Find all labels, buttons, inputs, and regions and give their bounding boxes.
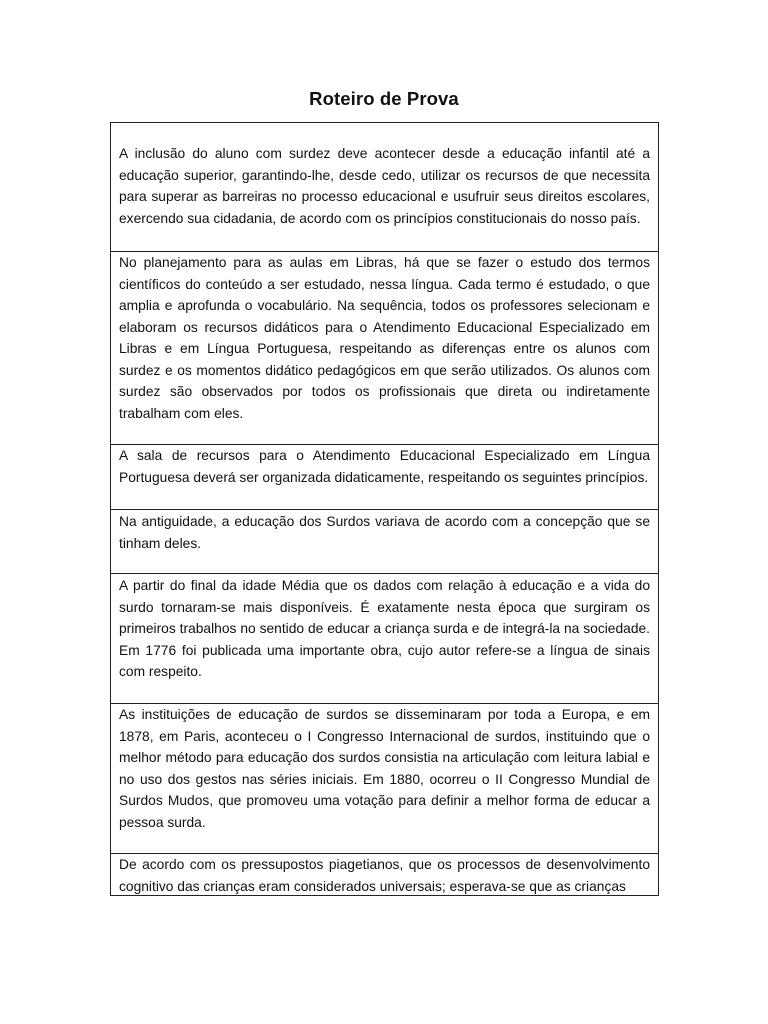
table-row: De acordo com os pressupostos piagetianos, que os processos de desenvolvimento cognitivo das crianças eram considerados universais; esperava-se que as crianças bbox=[119, 857, 650, 894]
table-row: No planejamento para as aulas em Libras, há que se fazer o estudo dos termos científicos do conteúdo a ser estudado, nessa língua. Cada termo é estudado, o que amplia e aprofunda o vocabulário. Na sequência, todos os professores selecionam e elaboram os recursos didáticos para o Atendimento Educacional Especializado em Libras e em Língua Portuguesa, respeitando as diferenças entre os alunos com surdez e os momentos didático pedagógicos em que serão utilizados. Os alunos com surdez são observados por todos os profissionais que direta ou indiretamente trabalham com eles. bbox=[111, 252, 658, 445]
table-row: A partir do final da idade Média que os dados com relação à educação e a vida do surdo tornaram-se mais disponíveis. É exatamente nesta época que surgiram os primeiros trabalhos no sentido de educar a criança surda e de integrá-la na sociedade. Em 1776 foi publicada uma importante obra, cujo autor refere-se a língua de sinais com respeito. bbox=[111, 574, 658, 704]
content-table bbox=[110, 122, 659, 896]
table-row: Na antiguidade, a educação dos Surdos variava de acordo com a concepção que se tinham deles. bbox=[111, 510, 658, 574]
table-row: A sala de recursos para o Atendimento Educacional Especializado em Língua Portuguesa deverá ser organizada didaticamente, respeitando os seguintes princípios. bbox=[111, 445, 658, 510]
page-title: Roteiro de Prova bbox=[309, 88, 459, 109]
table-row: A inclusão do aluno com surdez deve acontecer desde a educação infantil até a educação superior, garantindo-lhe, desde cedo, utilizar os recursos de que necessita para superar as barreiras no processo educacional e usufruir seus direitos escolares, exercendo sua cidadania, de acordo com os princípios constitucionais do nosso país. bbox=[111, 123, 658, 252]
table-row: As instituições de educação de surdos se disseminaram por toda a Europa, e em 1878, em Paris, aconteceu o I Congresso Internacional de surdos, instituindo que o melhor método para educação dos surdos consistia na articulação com leitura labial e no uso dos gestos nas séries iniciais. Em 1880, ocorreu o II Congresso Mundial de Surdos Mudos, que promoveu uma votação para definir a melhor forma de educar a pessoa surda. bbox=[111, 704, 658, 854]
